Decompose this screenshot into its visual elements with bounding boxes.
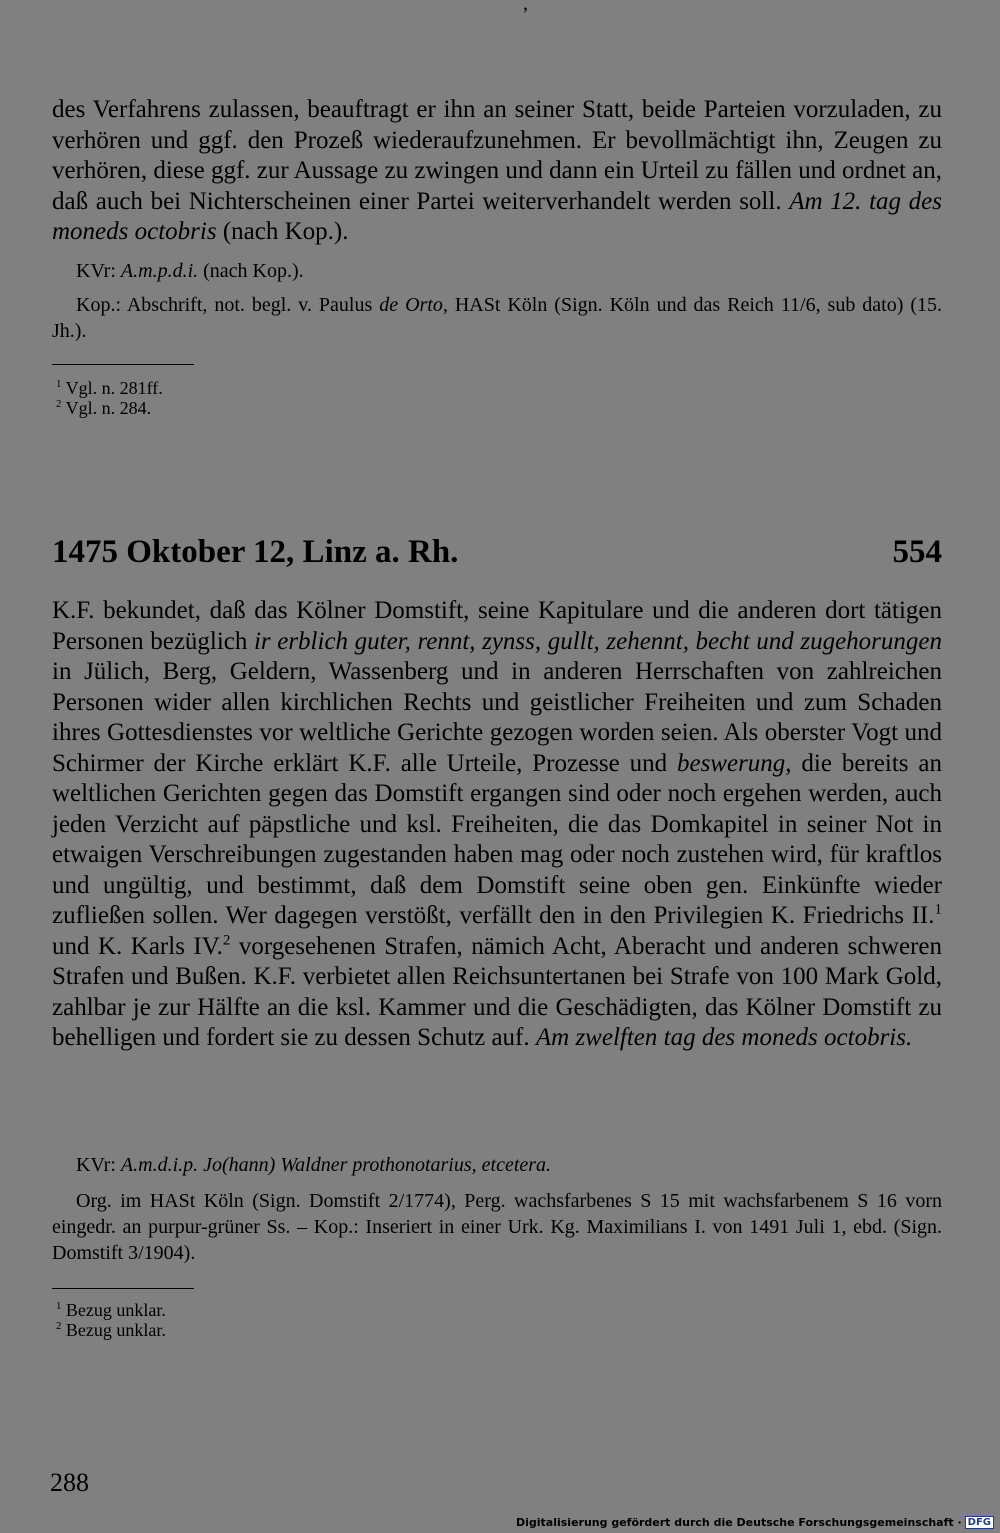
dfg-logo-icon: DFG (965, 1516, 994, 1529)
doc1-footnotes (56, 378, 946, 418)
doc2-date-place: 1475 Oktober 12, Linz a. Rh. (52, 534, 459, 570)
doc2-kvr: KVr: A.m.d.i.p. Jo(hann) Waldner prothonotarius, etcetera. (76, 1154, 552, 1176)
doc1-kop: Kop.: Abschrift, not. begl. v. Paulus de Orto, HASt Köln (Sign. Köln und das Reich 11/6, sub dato) (15. Jh.). (52, 294, 942, 342)
credit-text: Digitalisierung gefördert durch die Deutsche Forschungsgemeinschaft · (515, 1516, 962, 1529)
doc2-footnotes (56, 1300, 946, 1340)
footnote: $^1$ Bezug unklar. (56, 1300, 166, 1320)
page-number: 288 (50, 1468, 89, 1497)
footnote-divider (52, 1288, 194, 1289)
top-mark: ʼ (522, 4, 529, 26)
footnote-divider (52, 364, 194, 365)
footnote: $^2$ Vgl. n. 284. (56, 398, 152, 418)
doc1-body-text: des Verfahrens zulassen, beauftragt er ihn an seiner Statt, beide Parteien vorzuladen, zu verhören und ggf. den Prozeß wiederaufzunehmen. Er bevollmächtigt ihn, Zeugen zu verhören, diese ggf. zur Aussage zu zwingen und dann ein Urteil zu fällen und ordnet an, daß auch bei Nichterscheinen einer Partei weiterverhandelt werden soll. (52, 96, 942, 215)
doc2-heading (52, 532, 942, 572)
dfg-credit (516, 1516, 994, 1529)
doc1-kvr: KVr: A.m.p.d.i. (nach Kop.). (76, 260, 304, 282)
doc1-body-source: (nach Kop.). (216, 218, 349, 245)
doc1-body-date: Am 12. tag des moneds octobris (52, 187, 942, 245)
footnote: $^1$ Vgl. n. 281ff. (56, 378, 163, 398)
doc2-body: K.F. bekundet, daß das Kölner Domstift, seine Kapitulare und die anderen dort tätigen Personen bezüglich ir erblich guter, rennt, zynss, gullt, zehennt, becht und zugehorungen in Jülich, Berg, Geldern, Wassenberg und in anderen Herrschaften von zahlreichen Personen wider allen kirchlichen Rechts und geistlicher Freiheiten und zum Schaden ihres Gottesdienstes vor weltliche Gerichte gezogen worden seien. Als oberster Vogt und Schirmer der Kirche erklärt K.F. alle Urteile, Prozesse und beswerung, die bereits an weltlichen Gerichten gegen das Domstift ergangen sind oder noch ergehen werden, auch jeden Verzicht auf päpstliche und ksl. Freiheiten, die das Domkapitel in seiner Not in etwaigen Verschreibungen zugestanden haben mag oder noch zustehen wird, für kraftlos und ungültig, und bestimmt, daß dem Domstift seine oben gen. Einkünfte wieder zufließen sollen. Wer dagegen verstößt, verfällt den in den Privilegien K. Friedrichs II.$^1$ und K. Karls IV.$^2$ vorgesehenen Strafen, nämich Acht, Aberacht und anderen schweren Strafen und Bußen. K.F. verbietet allen Reichsuntertanen bei Strafe von 100 Mark Gold, zahlbar je zur Hälfte an die ksl. Kammer und die Geschädigten, das Kölner Domstift zu behelligen und fordert sie zu dessen Schutz auf. Am zwelften tag des moneds octobris. (52, 597, 942, 1051)
doc1-body (52, 95, 942, 248)
footnote: $^2$ Bezug unklar. (56, 1320, 166, 1340)
doc2-org: Org. im HASt Köln (Sign. Domstift 2/1774), Perg. wachsfarbenes S 15 mit wachsfarbenem S 16 vorn eingedr. an purpur-grüner Ss. – Kop.: Inseriert in einer Urk. Kg. Maximilians I. von 1491 Juli 1, ebd. (Sign. Domstift 3/1904). (52, 1190, 942, 1264)
doc2-number: 554 (892, 534, 942, 570)
